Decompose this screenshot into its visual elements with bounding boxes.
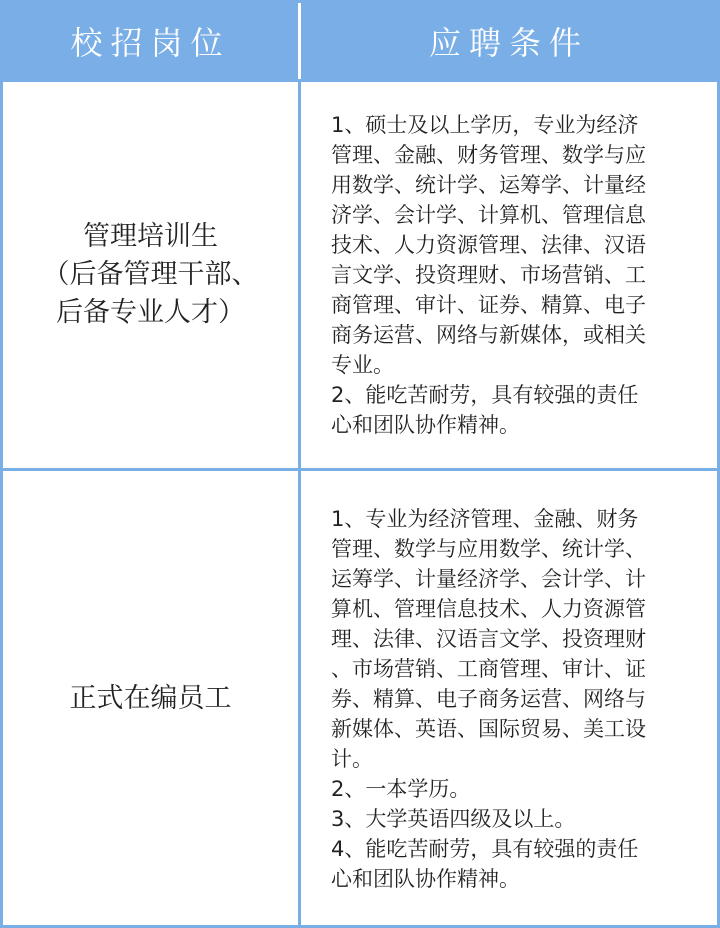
requirement-line: 券、精算、电子商务运营、网络与 [331, 686, 646, 711]
requirement-text [331, 504, 646, 894]
requirement-line: 言文学、投资理财、市场营销、工 [331, 263, 646, 287]
position-cell [3, 471, 301, 926]
requirement-cell [301, 471, 717, 926]
position-title [43, 218, 259, 332]
requirement-line: 1、专业为经济管理、金融、财务 [331, 506, 639, 531]
requirement-line: 2、一本学历。 [331, 776, 471, 801]
requirement-line: 1、硕士及以上学历，专业为经济 [331, 113, 639, 137]
requirement-line: 心和团队协作精神。 [331, 866, 520, 891]
requirement-line: 、市场营销、工商管理、审计、证 [331, 656, 646, 681]
requirement-line: 心和团队协作精神。 [331, 413, 520, 437]
table-row-regular-staff [3, 468, 717, 926]
position-line: 正式在编员工 [69, 682, 232, 714]
requirement-line: 算机、管理信息技术、人力资源管 [331, 596, 646, 621]
requirement-line: 管理、数学与应用数学、统计学、 [331, 536, 646, 561]
header-position: 校招岗位 [3, 3, 301, 79]
position-cell [3, 82, 301, 468]
table-row-management-trainee [3, 79, 717, 468]
position-title [70, 680, 232, 718]
requirement-line: 计。 [331, 746, 373, 771]
table-header [3, 3, 717, 79]
requirement-cell [301, 82, 717, 468]
requirement-line: 商务运营、网络与新媒体，或相关 [331, 323, 646, 347]
requirement-line: 用数学、统计学、运筹学、计量经 [331, 173, 646, 197]
requirement-line: 运筹学、计量经济学、会计学、计 [331, 566, 646, 591]
requirement-line: 济学、会计学、计算机、管理信息 [331, 203, 646, 227]
requirement-text [331, 110, 646, 440]
position-line: （后备管理干部、 [42, 259, 259, 290]
requirement-line: 新媒体、英语、国际贸易、美工设 [331, 716, 646, 741]
requirement-line: 管理、金融、财务管理、数学与应 [331, 143, 646, 167]
header-requirement: 应聘条件 [428, 24, 589, 62]
requirement-line: 3、大学英语四级及以上。 [331, 806, 576, 831]
requirement-line: 技术、人力资源管理、法律、汉语 [331, 233, 646, 257]
position-line: 后备专业人才） [56, 297, 245, 328]
requirement-line: 2、能吃苦耐劳，具有较强的责任 [331, 383, 639, 407]
requirement-line: 4、能吃苦耐劳，具有较强的责任 [331, 836, 639, 861]
requirement-line: 专业。 [331, 353, 394, 377]
requirement-line: 商管理、审计、证券、精算、电子 [331, 293, 646, 317]
position-line: 管理培训生 [83, 221, 218, 252]
requirement-line: 理、法律、汉语言文学、投资理财 [331, 626, 646, 651]
